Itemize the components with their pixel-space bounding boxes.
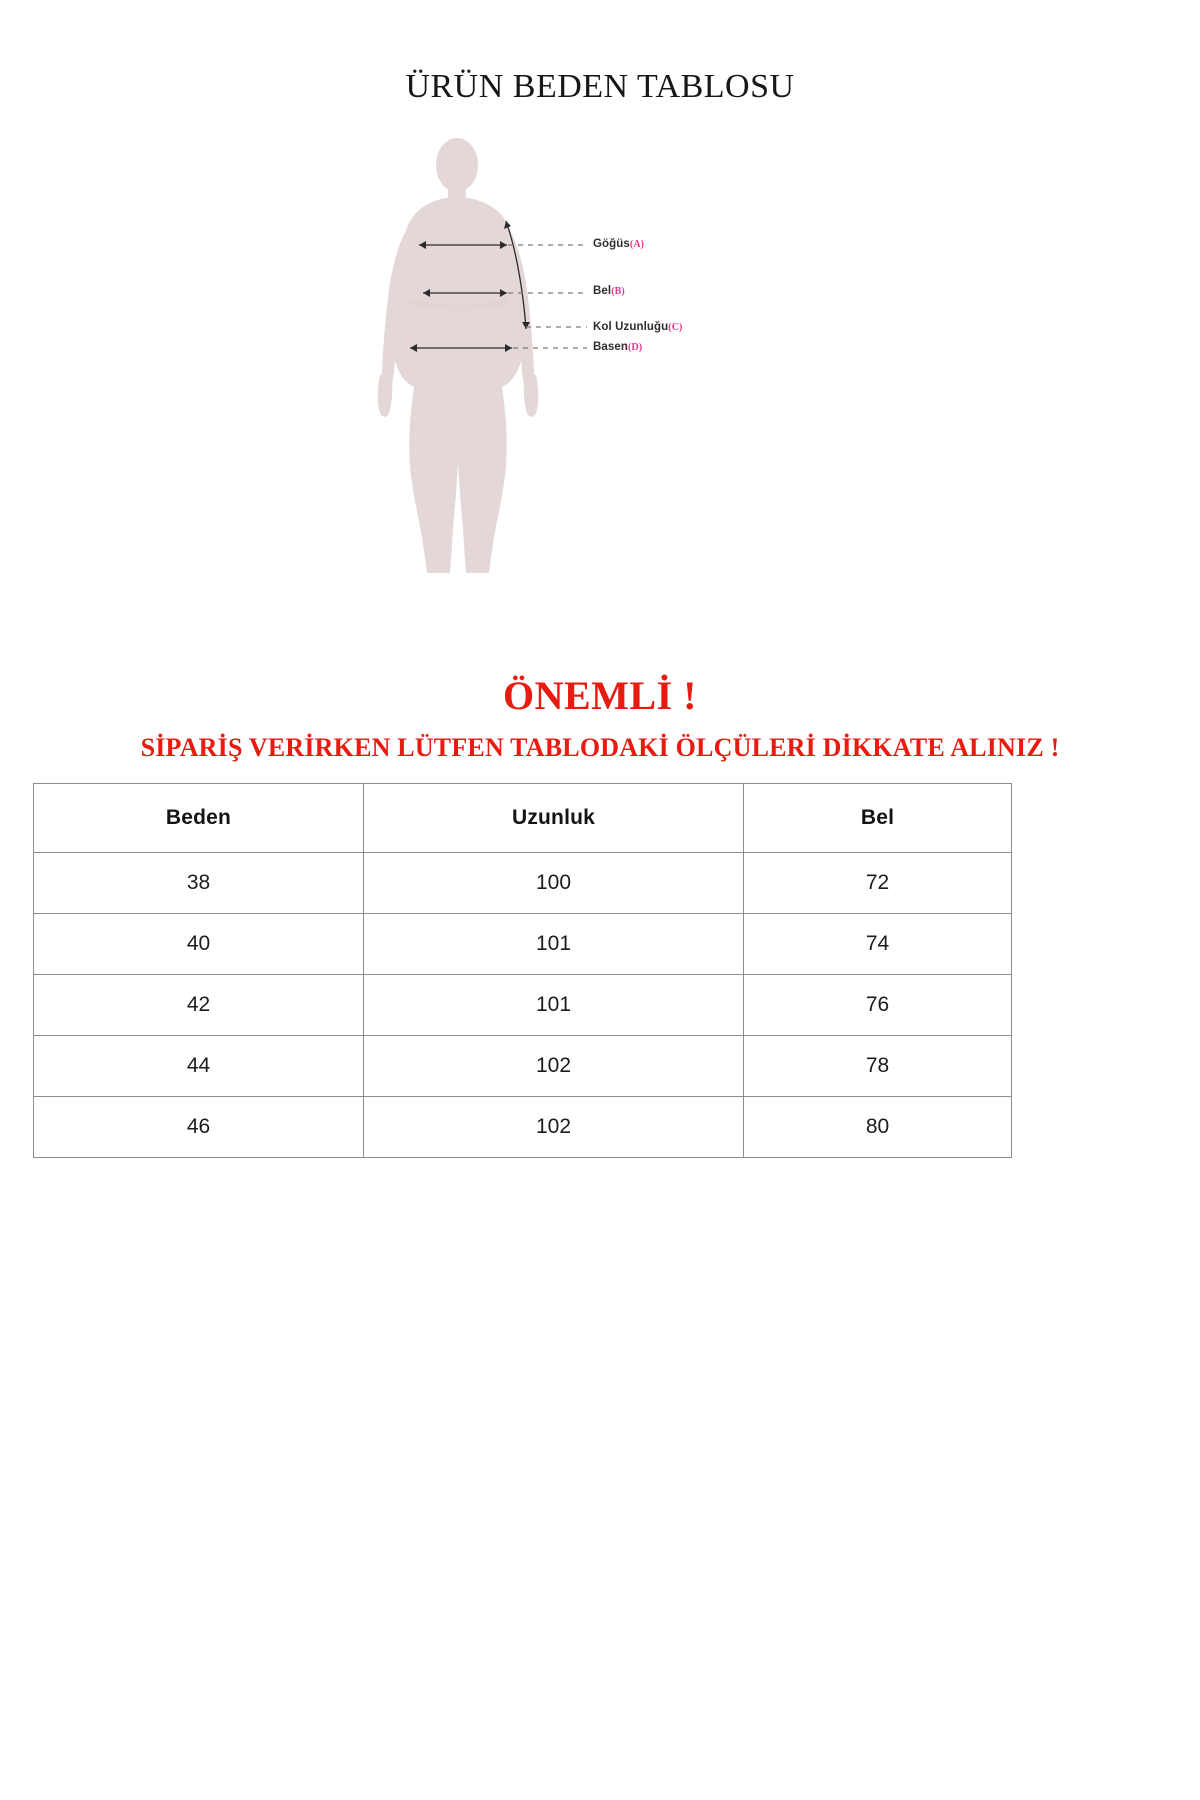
diagram-label-bel: [593, 285, 625, 297]
diagram-label-bel-text: Bel: [593, 285, 612, 297]
size-table-body: [34, 853, 1012, 1158]
cell-bel: 80: [744, 1097, 1012, 1158]
diagram-label-gogus-text: Göğüs: [593, 238, 630, 250]
size-table: [33, 783, 1012, 1158]
diagram-label-basen-code: (D): [628, 342, 643, 353]
cell-bel: 72: [744, 853, 1012, 914]
table-row: [34, 1036, 1012, 1097]
column-header-beden: Beden: [34, 784, 364, 853]
cell-uzunluk: 102: [364, 1097, 744, 1158]
table-row: [34, 914, 1012, 975]
table-header-row: [34, 784, 1012, 853]
diagram-label-kol-uzunlugu-code: (C): [668, 322, 683, 333]
cell-uzunluk: 102: [364, 1036, 744, 1097]
diagram-label-bel-code: (B): [611, 286, 625, 297]
table-row: [34, 853, 1012, 914]
cell-beden: 44: [34, 1036, 364, 1097]
diagram-label-gogus: [593, 238, 644, 250]
cell-uzunluk: 101: [364, 914, 744, 975]
diagram-label-kol-uzunlugu: [593, 321, 682, 333]
cell-beden: 38: [34, 853, 364, 914]
diagram-label-gogus-code: (A): [629, 239, 645, 250]
diagram-label-basen-text: Basen: [593, 341, 629, 353]
important-warning-heading: ÖNEMLİ !: [503, 673, 697, 718]
cell-beden: 40: [34, 914, 364, 975]
table-row: [34, 975, 1012, 1036]
cell-bel: 76: [744, 975, 1012, 1036]
measurement-diagram: [330, 125, 890, 575]
size-table-head: [34, 784, 1012, 853]
cell-beden: 46: [34, 1097, 364, 1158]
size-table-container: [33, 783, 1011, 1158]
diagram-label-basen: [593, 341, 642, 353]
column-header-bel: Bel: [744, 784, 1012, 853]
cell-uzunluk: 101: [364, 975, 744, 1036]
column-header-uzunluk: Uzunluk: [364, 784, 744, 853]
order-warning-text: SİPARİŞ VERİRKEN LÜTFEN TABLODAKİ ÖLÇÜLERİ DİKKATE ALINIZ !: [140, 733, 1060, 762]
cell-bel: 78: [744, 1036, 1012, 1097]
cell-uzunluk: 100: [364, 853, 744, 914]
diagram-label-kol-uzunlugu-text: Kol Uzunluğu: [593, 321, 669, 333]
cell-bel: 74: [744, 914, 1012, 975]
table-row: [34, 1097, 1012, 1158]
cell-beden: 42: [34, 975, 364, 1036]
page-title: ÜRÜN BEDEN TABLOSU: [405, 68, 795, 105]
